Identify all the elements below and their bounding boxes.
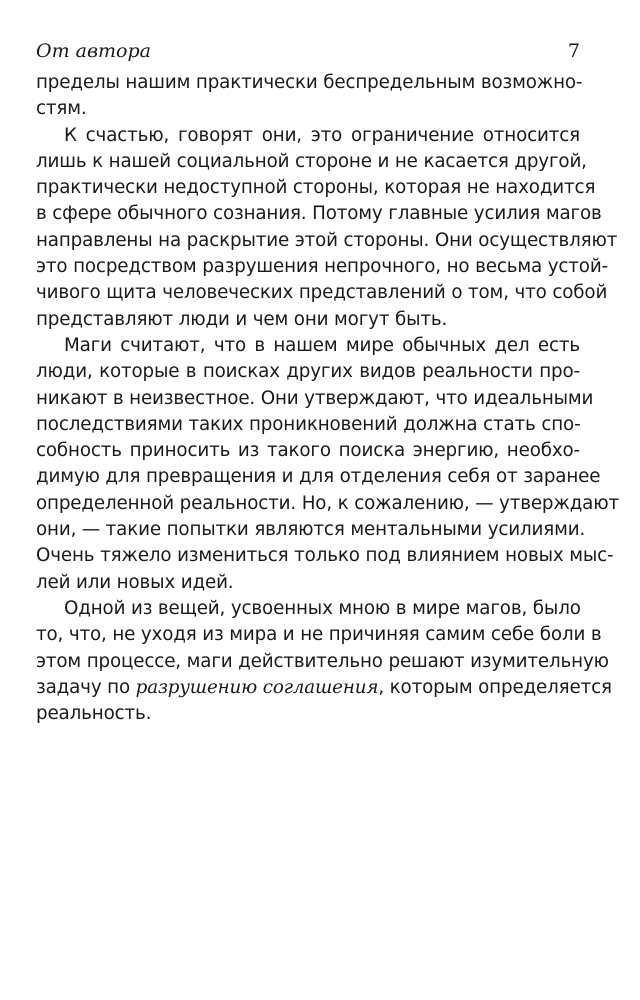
text-line: это посредством разрушения непрочного, но весьма устой- [36,256,609,278]
text-line: люди, которые в поисках других видов реальности про- [36,361,580,383]
text-line: представляют люди и чем они могут быть. [36,308,448,330]
text-line: стям. [36,98,87,120]
text-line-with-emphasis [36,675,612,701]
text-line: Маги считают, что в нашем мире обычных дел есть [64,334,580,356]
text-line: в сфере обычного сознания. Потому главные усилия магов [36,203,602,225]
paragraph-2 [36,123,618,333]
text-line: лишь к нашей социальной стороне и не касается другой, [36,150,587,172]
body-text [36,70,619,727]
text-segment: задачу по [36,676,136,698]
text-line: направлены на раскрытие этой стороны. Они осуществляют [36,229,618,251]
text-line: димую для превращения и для отделения себя от заранее [36,466,601,488]
text-line: Очень тяжело измениться только под влиянием новых мыс- [36,545,614,567]
text-line: они, — такие попытки являются ментальными усилиями. [36,519,586,541]
italic-emphasis: разрушению соглашения [135,676,379,698]
text-line: практически недоступной стороны, которая не находится [36,177,596,199]
paragraph-1 [36,70,583,123]
text-line: то, что, не уходя из мира и не причиняя самим себе боли в [36,624,602,646]
text-line: Одной из вещей, усвоенных мною в мире магов, было [64,597,581,619]
paragraph-3 [36,333,619,596]
text-line: никают в неизвестное. Они утверждают, что идеальными [36,387,594,409]
text-segment: , которым определяется [378,676,612,698]
text-line: последствиями таких проникновений должна стать спо- [36,413,581,435]
text-line: чивого щита человеческих представлений о том, что собой [36,282,608,304]
text-line: этом процессе, маги действительно решают изумительную [36,650,609,672]
text-line: собность приносить из такого поиска энергию, необхо- [36,440,580,462]
running-head-title: От автора [36,40,151,62]
text-line: лей или новых идей. [36,571,234,593]
text-line: определенной реальности. Но, к сожалению, — утверждают [36,492,619,514]
text-line: реальность. [36,703,152,725]
running-head [36,38,580,64]
text-line: пределы нашим практически беспредельным возможно- [36,72,583,93]
paragraph-4 [36,596,612,727]
page-number: 7 [567,40,580,62]
text-line: К счастью, говорят они, это ограничение относится [64,124,580,146]
